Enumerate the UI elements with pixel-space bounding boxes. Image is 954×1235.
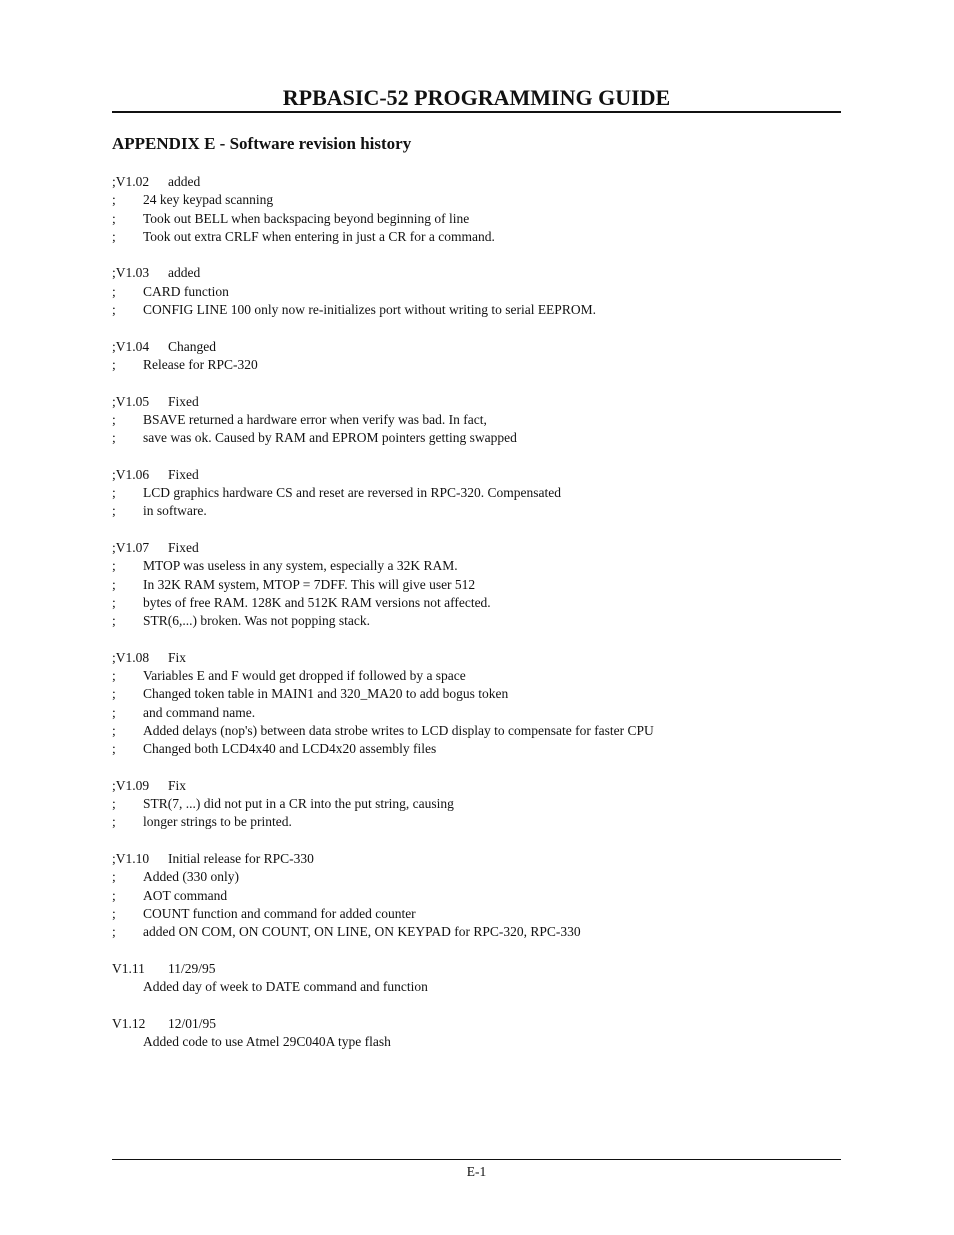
comment-marker: ; [112, 558, 116, 574]
revision-line [112, 813, 841, 831]
comment-marker [112, 1033, 143, 1051]
revision-line [112, 210, 841, 228]
revision-line [112, 1033, 841, 1051]
revision-line [112, 704, 841, 722]
revision-version: ;V1.09 [112, 777, 150, 793]
revision-line-text: BSAVE returned a hardware error when verify was bad. In fact, [143, 411, 487, 427]
revision-entry [112, 393, 841, 448]
revision-action: 12/01/95 [168, 1015, 217, 1031]
revision-header [112, 777, 841, 795]
comment-marker: ; [112, 686, 116, 702]
revision-line-text: Added (330 only) [143, 869, 239, 885]
comment-marker: ; [112, 485, 116, 501]
comment-marker: ; [112, 722, 116, 738]
revision-version: ;V1.02 [112, 174, 150, 189]
comment-marker: ; [112, 576, 116, 592]
revision-line [112, 740, 841, 758]
comment-marker: ; [112, 283, 116, 299]
revision-line-text: MTOP was useless in any system, especially a 32K RAM. [143, 558, 458, 574]
revision-line-text: COUNT function and command for added counter [143, 905, 416, 921]
comment-marker: ; [112, 741, 116, 757]
revision-entry [112, 850, 841, 941]
revision-line-text: Added code to use Atmel 29C040A type flash [143, 1033, 391, 1049]
revision-line [112, 612, 841, 630]
revision-action: Changed [168, 338, 216, 354]
revision-entry [112, 264, 841, 319]
comment-marker: ; [112, 411, 116, 427]
revision-version: ;V1.04 [112, 338, 150, 354]
revision-version: ;V1.10 [112, 850, 150, 866]
revision-line-text: added ON COM, ON COUNT, ON LINE, ON KEYPAD for RPC-320, RPC-330 [143, 924, 581, 940]
comment-marker: ; [112, 668, 116, 684]
appendix-heading: APPENDIX E - Software revision history [112, 134, 412, 153]
document-title: RPBASIC-52 PROGRAMMING GUIDE [282, 85, 671, 110]
revision-action: Fix [168, 649, 187, 665]
revision-line [112, 923, 841, 941]
revision-action: added [168, 174, 201, 189]
revision-header [112, 1015, 841, 1033]
revision-version: ;V1.05 [112, 393, 150, 409]
revision-line-text: Added day of week to DATE command and function [143, 979, 428, 995]
comment-marker: ; [112, 228, 116, 244]
comment-marker: ; [112, 704, 116, 720]
revision-entry [112, 1015, 841, 1052]
revision-line-text: Took out BELL when backspacing beyond beginning of line [143, 210, 470, 226]
revision-entry [112, 777, 841, 832]
comment-marker: ; [112, 302, 116, 318]
footer-rule [112, 1159, 841, 1160]
revision-line-text: Took out extra CRLF when entering in just a CR for a command. [143, 228, 495, 244]
revision-line-text: In 32K RAM system, MTOP = 7DFF. This will give user 512 [143, 576, 476, 592]
comment-marker: ; [112, 796, 116, 812]
revision-line [112, 301, 841, 319]
revision-line [112, 685, 841, 703]
revision-line [112, 429, 841, 447]
revision-line [112, 191, 841, 209]
revision-header [112, 960, 841, 978]
revision-header [112, 338, 841, 356]
revision-line [112, 667, 841, 685]
revision-header [112, 539, 841, 557]
revision-line-text: in software. [143, 503, 207, 519]
revision-line [112, 978, 841, 996]
revision-line [112, 557, 841, 575]
comment-marker: ; [112, 869, 116, 885]
revision-line [112, 887, 841, 905]
revision-entry [112, 466, 841, 521]
revision-line [112, 722, 841, 740]
revision-header [112, 173, 841, 191]
revision-line-text: longer strings to be printed. [143, 814, 292, 830]
comment-marker: ; [112, 594, 116, 610]
comment-marker: ; [112, 613, 116, 629]
revision-version: ;V1.08 [112, 649, 150, 665]
revision-action: Fixed [168, 393, 199, 409]
revision-line-text: STR(7, ...) did not put in a CR into the put string, causing [143, 796, 454, 812]
comment-marker: ; [112, 430, 116, 446]
revision-entry [112, 338, 841, 375]
revision-line [112, 356, 841, 374]
revision-line [112, 594, 841, 612]
revision-line-text: Added delays (nop's) between data strobe writes to LCD display to compensate for faster CPU [143, 722, 654, 738]
page-number: E-1 [466, 1164, 487, 1179]
revision-line [112, 283, 841, 301]
revision-line-text: Variables E and F would get dropped if followed by a space [143, 668, 466, 684]
revision-line-text: 24 key keypad scanning [143, 192, 274, 208]
revision-header [112, 649, 841, 667]
header-rule [112, 111, 841, 113]
revision-version: ;V1.07 [112, 539, 150, 555]
revision-line-text: bytes of free RAM. 128K and 512K RAM versions not affected. [143, 594, 491, 610]
revision-line-text: CONFIG LINE 100 only now re-initializes port without writing to serial EEPROM. [143, 302, 596, 318]
revision-action: Initial release for RPC-330 [168, 850, 314, 866]
revision-entry [112, 173, 841, 246]
comment-marker: ; [112, 210, 116, 226]
comment-marker: ; [112, 503, 116, 519]
revision-action: Fixed [168, 539, 199, 555]
revision-line [112, 228, 841, 246]
comment-marker: ; [112, 905, 116, 921]
revision-line-text: LCD graphics hardware CS and reset are reversed in RPC-320. Compensated [143, 485, 562, 501]
revision-version: ;V1.06 [112, 466, 150, 482]
revision-entry [112, 649, 841, 759]
revision-line-text: AOT command [143, 887, 228, 903]
revision-line [112, 484, 841, 502]
comment-marker: ; [112, 356, 116, 372]
revision-line [112, 868, 841, 886]
revision-action: 11/29/95 [168, 960, 216, 976]
revision-line-text: save was ok. Caused by RAM and EPROM pointers getting swapped [143, 430, 517, 446]
revision-entry [112, 960, 841, 997]
revision-line-text: Changed both LCD4x40 and LCD4x20 assembly files [143, 741, 437, 757]
comment-marker: ; [112, 192, 116, 208]
revision-header [112, 466, 841, 484]
comment-marker [112, 978, 143, 996]
comment-marker: ; [112, 887, 116, 903]
revision-line [112, 795, 841, 813]
revision-line-text: CARD function [143, 283, 229, 299]
revision-version: V1.11 [112, 960, 145, 976]
revision-version: V1.12 [112, 1015, 146, 1031]
comment-marker: ; [112, 814, 116, 830]
revision-action: Fix [168, 777, 187, 793]
revision-line [112, 576, 841, 594]
revision-action: Fixed [168, 466, 199, 482]
revision-entry [112, 539, 841, 630]
revision-line [112, 502, 841, 520]
revision-line [112, 411, 841, 429]
revision-header [112, 850, 841, 868]
revision-line-text: Release for RPC-320 [143, 356, 258, 372]
revision-header [112, 264, 841, 282]
revision-line-text: and command name. [143, 704, 256, 720]
revision-header [112, 393, 841, 411]
comment-marker: ; [112, 924, 116, 940]
revision-line-text: STR(6,...) broken. Was not popping stack. [143, 613, 371, 629]
revision-line-text: Changed token table in MAIN1 and 320_MA20 to add bogus token [143, 686, 509, 702]
revision-version: ;V1.03 [112, 265, 150, 281]
revision-action: added [168, 265, 201, 281]
revision-history [112, 173, 841, 1070]
revision-line [112, 905, 841, 923]
